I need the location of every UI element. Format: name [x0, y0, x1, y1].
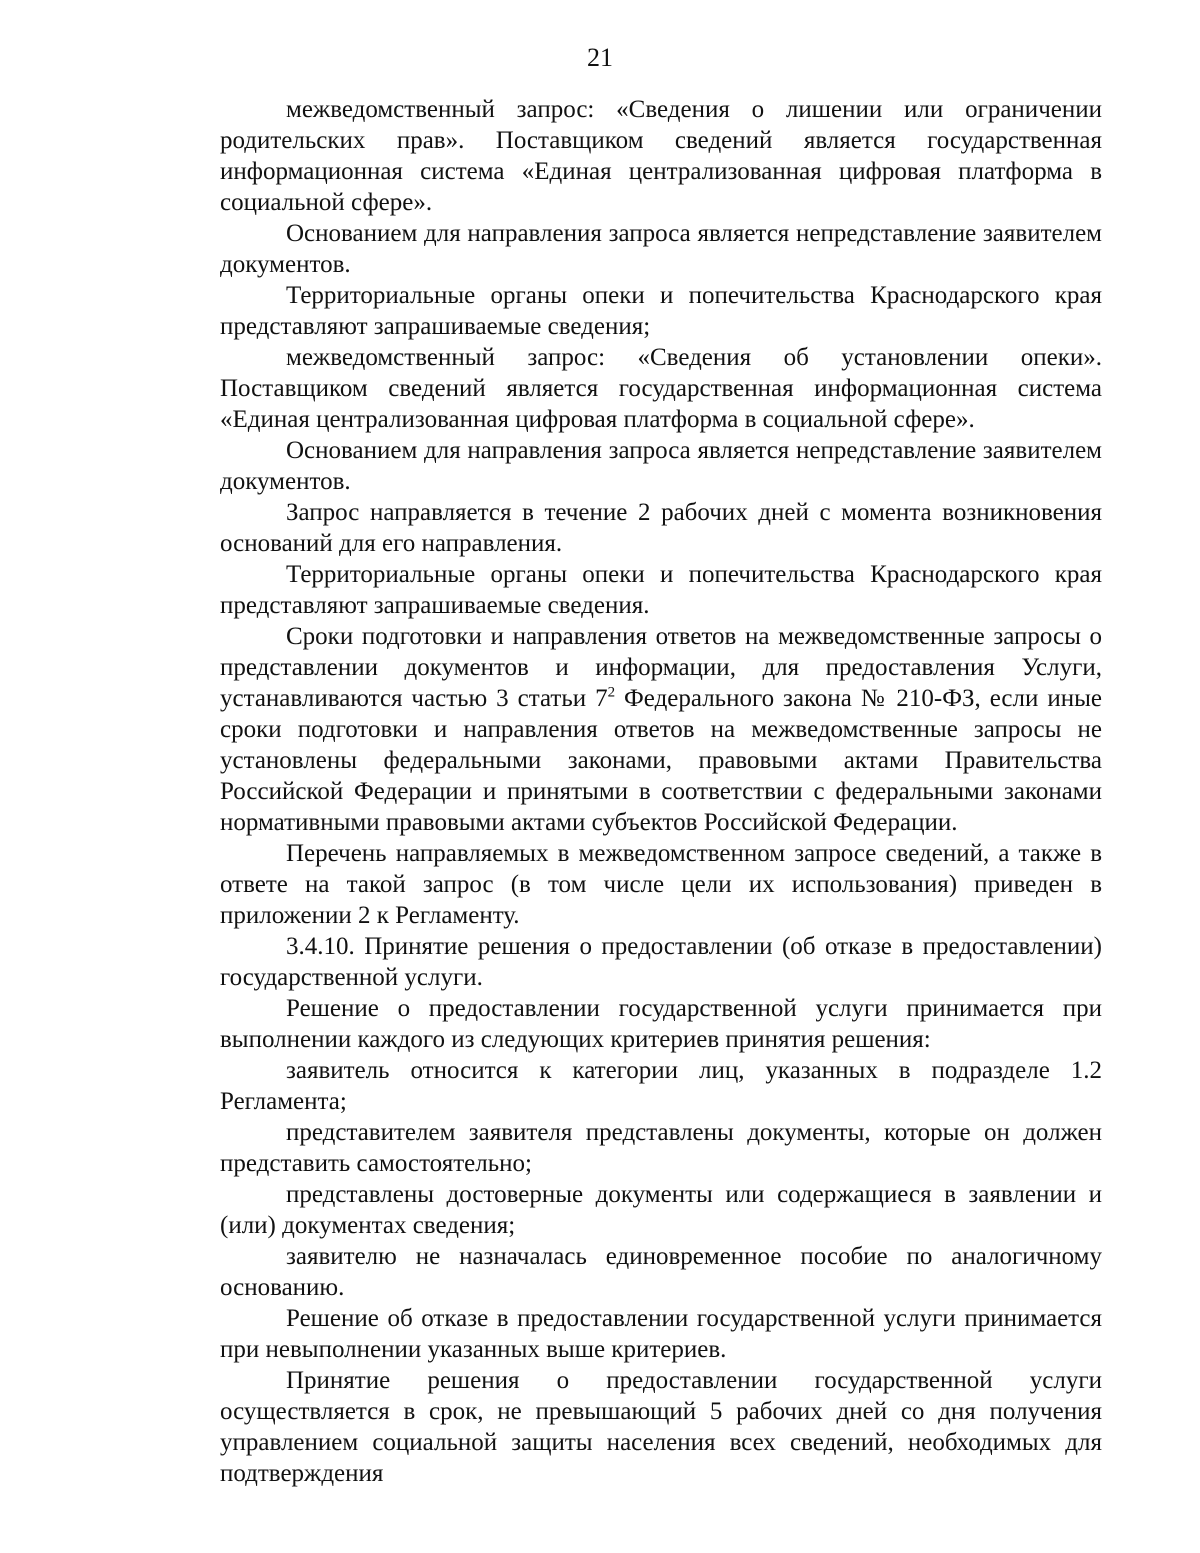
paragraph: Территориальные органы опеки и попечительства Краснодарского края представляют запрашиваемые сведения;	[220, 282, 1102, 340]
criterion-item: заявителю не назначалась единовременное пособие по аналогичному основанию.	[220, 1243, 1102, 1301]
page-number: 21	[587, 43, 613, 72]
paragraph-with-superscript	[220, 621, 1102, 838]
paragraph: Принятие решения о предоставлении государственной услуги осуществляется в срок, не превышающий 5 рабочих дней со дня получения управлением социальной защиты населения всех сведений, необходимых для подтверждения	[220, 1367, 1102, 1487]
paragraph: Решение о предоставлении государственной услуги принимается при выполнении каждого из следующих критериев принятия решения:	[220, 995, 1102, 1053]
criterion-item: представлены достоверные документы или содержащиеся в заявлении и (или) документах сведения;	[220, 1181, 1102, 1239]
criterion-item: заявитель относится к категории лиц, указанных в подразделе 1.2 Регламента;	[220, 1057, 1102, 1115]
paragraph: Запрос направляется в течение 2 рабочих дней с момента возникновения оснований для его направления.	[220, 499, 1102, 557]
paragraph: межведомственный запрос: «Сведения об установлении опеки». Поставщиком сведений является государственная информационная система «Единая централизованная цифровая платформа в социальной сфере».	[220, 344, 1102, 433]
paragraph: межведомственный запрос: «Сведения о лишении или ограничении родительских прав». Поставщиком сведений является государственная информационная система «Единая централизованная цифровая платформа в социальной сфере».	[220, 96, 1102, 216]
paragraph: Территориальные органы опеки и попечительства Краснодарского края представляют запрашиваемые сведения.	[220, 561, 1102, 619]
paragraph: Основанием для направления запроса является непредставление заявителем документов.	[220, 437, 1102, 495]
paragraph-text-after: Федерального закона № 210-ФЗ, если иные сроки подготовки и направления ответов на межведомственные запросы не установлены федеральными законами, правовыми актами Правительства Российской Федерации и принятыми в соответствии с федеральными законами нормативными правовыми актами субъектов Российской Федерации.	[220, 685, 1102, 836]
criterion-item: представителем заявителя представлены документы, которые он должен представить самостоятельно;	[220, 1119, 1102, 1177]
document-body	[220, 94, 1102, 1489]
section-heading: 3.4.10. Принятие решения о предоставлении (об отказе в предоставлении) государственной услуги.	[220, 933, 1102, 991]
paragraph: Решение об отказе в предоставлении государственной услуги принимается при невыполнении указанных выше критериев.	[220, 1305, 1102, 1363]
paragraph: Перечень направляемых в межведомственном запросе сведений, а также в ответе на такой запрос (в том числе цели их использования) приведен в приложении 2 к Регламенту.	[220, 840, 1102, 929]
superscript: 2	[607, 684, 616, 701]
paragraph-text-before: Сроки подготовки и направления ответов на межведомственные запросы о представлении документов и информации, для предоставления Услуги, устанавливаются частью 3 статьи 7	[220, 623, 1102, 712]
paragraph: Основанием для направления запроса является непредставление заявителем документов.	[220, 220, 1102, 278]
